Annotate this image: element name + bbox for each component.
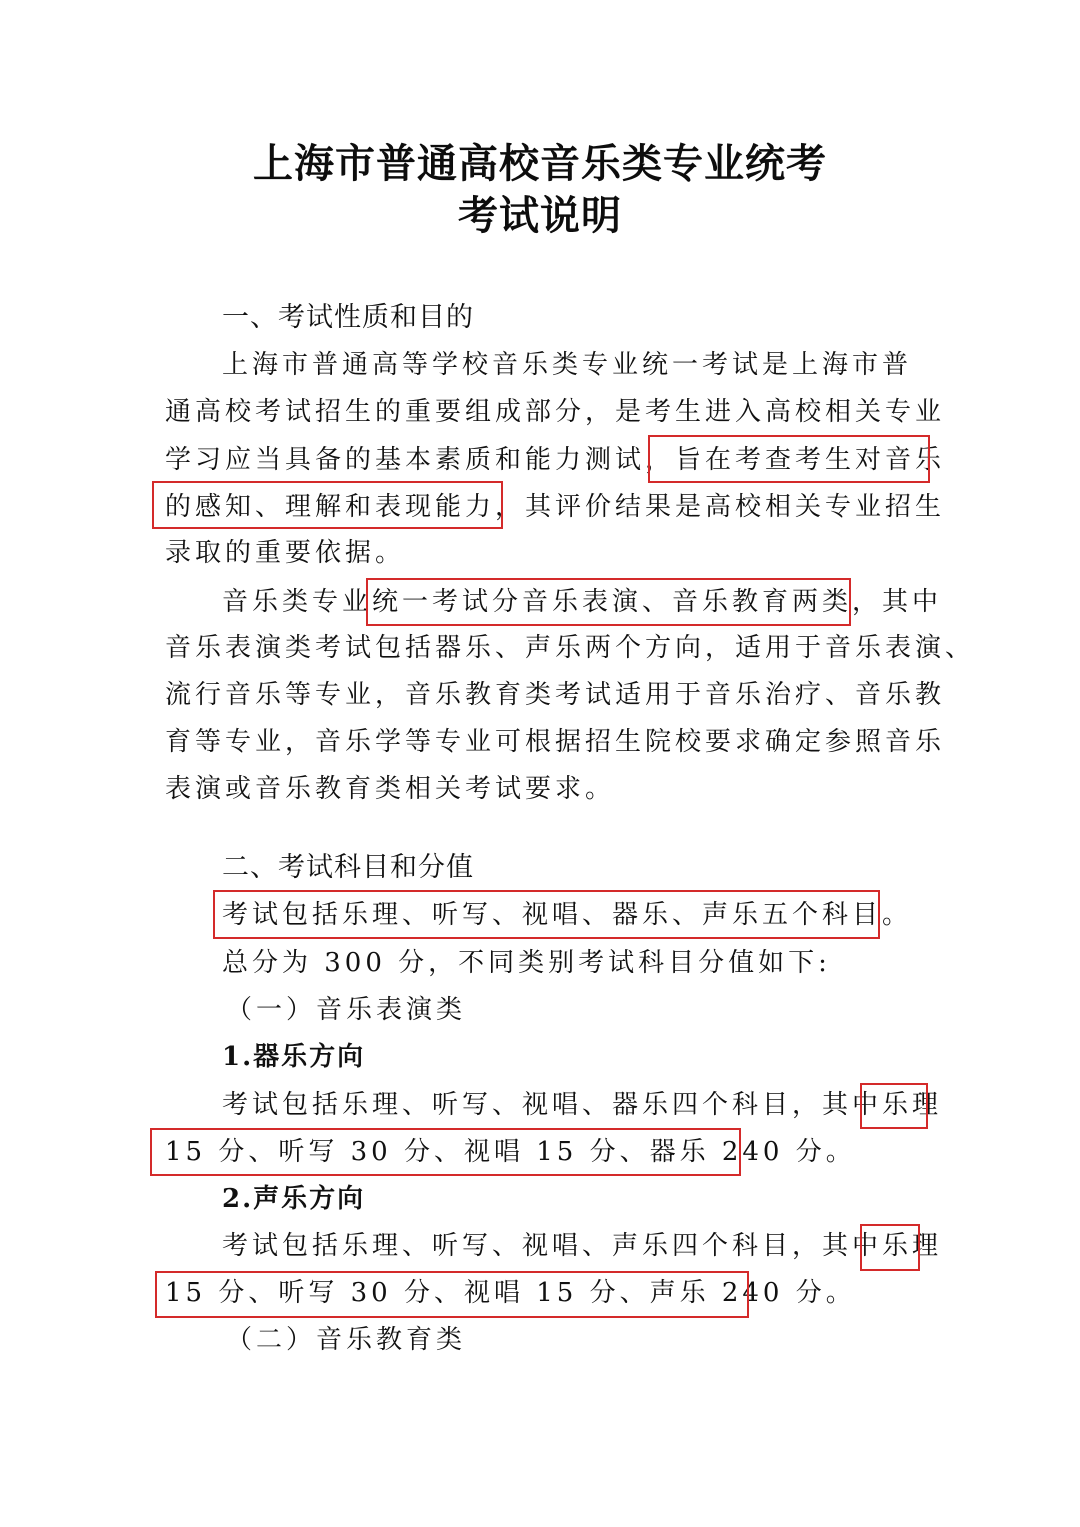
direction-instrumental-title: 1.器乐方向 xyxy=(222,1042,366,1072)
category-music-education: （二）音乐教育类 xyxy=(226,1325,467,1355)
document-title-line2: 考试说明 xyxy=(458,192,622,239)
section1-heading: 一、考试性质和目的 xyxy=(222,302,474,333)
section1-p2-line5: 表演或音乐教育类相关考试要求。 xyxy=(165,774,616,804)
direction-vocal-title: 2.声乐方向 xyxy=(222,1184,366,1214)
section1-p2-line3: 流行音乐等专业，音乐教育类考试适用于音乐治疗、音乐教 xyxy=(165,680,946,710)
direction-instrumental-scores: 15 分、听写 30 分、视唱 15 分、器乐 240 分。 xyxy=(165,1137,856,1167)
section2-intro-line2: 总分为 300 分，不同类别考试科目分值如下: xyxy=(222,948,831,978)
section2-heading: 二、考试科目和分值 xyxy=(222,852,474,883)
section1-p1-line2: 通高校考试招生的重要组成部分，是考生进入高校相关专业 xyxy=(165,397,946,427)
section1-p2-line1: 音乐类专业统一考试分音乐表演、音乐教育两类，其中 xyxy=(222,587,943,617)
section1-p1-line5: 录取的重要依据。 xyxy=(165,538,406,568)
section1-p1-line3: 学习应当具备的基本素质和能力测试，旨在考查考生对音乐 xyxy=(165,445,946,475)
section2-intro-line1: 考试包括乐理、听写、视唱、器乐、声乐五个科目。 xyxy=(222,900,913,930)
document-title-line1: 上海市普通高校音乐类专业统考 xyxy=(253,140,827,187)
direction-vocal-line1: 考试包括乐理、听写、视唱、声乐四个科目，其中乐理 xyxy=(222,1231,943,1261)
direction-vocal-scores: 15 分、听写 30 分、视唱 15 分、声乐 240 分。 xyxy=(165,1278,856,1308)
section1-p1-line1: 上海市普通高等学校音乐类专业统一考试是上海市普 xyxy=(222,350,913,380)
section1-p1-line4: 的感知、理解和表现能力，其评价结果是高校相关专业招生 xyxy=(165,492,946,522)
section1-p2-line2: 音乐表演类考试包括器乐、声乐两个方向，适用于音乐表演、 xyxy=(165,633,976,663)
section1-p2-line4: 育等专业，音乐学等专业可根据招生院校要求确定参照音乐 xyxy=(165,727,946,757)
category-music-performance: （一）音乐表演类 xyxy=(226,995,467,1025)
direction-instrumental-line1: 考试包括乐理、听写、视唱、器乐四个科目，其中乐理 xyxy=(222,1090,943,1120)
